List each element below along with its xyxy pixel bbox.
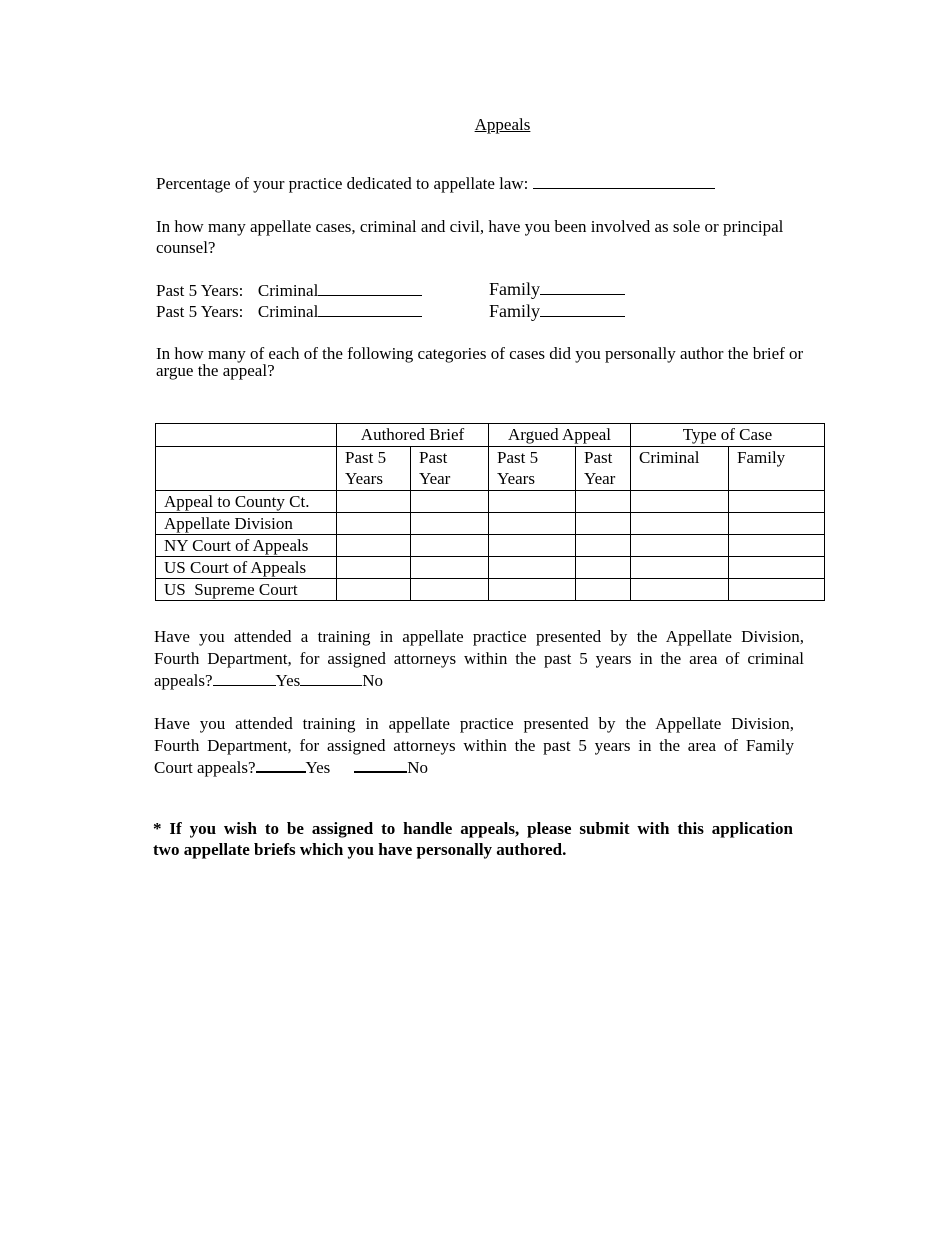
header-type-of-case: Type of Case	[631, 424, 825, 447]
table-row	[156, 491, 825, 513]
cases-question: In how many appellate cases, criminal and civil, have you been involved as sole or principal counsel?	[156, 217, 784, 257]
training-family-yes-label: Yes	[305, 758, 331, 777]
case-row-2-family-label: Family	[489, 301, 541, 321]
table-row	[156, 579, 825, 601]
case-row-1-family-blank[interactable]	[540, 280, 625, 295]
table-cell[interactable]	[631, 513, 729, 535]
case-row-2-family	[489, 301, 625, 322]
table-cell[interactable]	[576, 579, 631, 601]
training-family-question	[154, 713, 794, 779]
case-row-1-family	[489, 279, 625, 300]
row-label-county: Appeal to County Ct.	[156, 491, 337, 513]
training-criminal-line1: Have you attended a training in appellate practice presented by the Appellate Division,	[154, 627, 804, 646]
case-row-2	[156, 302, 422, 322]
table-cell[interactable]	[631, 491, 729, 513]
case-row-2-criminal-label: Criminal	[257, 302, 319, 321]
table-row	[156, 535, 825, 557]
subheader-argued-past-5-years	[489, 447, 576, 491]
case-row-1-criminal-label: Criminal	[257, 281, 319, 300]
table-cell[interactable]	[337, 491, 411, 513]
table-cell[interactable]	[576, 535, 631, 557]
table-subheader-empty	[156, 447, 337, 491]
case-row-1-family-label: Family	[489, 279, 541, 299]
table-cell[interactable]	[411, 579, 489, 601]
table-cell[interactable]	[337, 557, 411, 579]
table-cell[interactable]	[729, 535, 825, 557]
training-family-line2: Fourth Department, for assigned attorneys within the past 5 years in the area of Family	[154, 736, 794, 755]
case-row-1-period: Past 5 Years:	[156, 281, 244, 300]
table-cell[interactable]	[729, 557, 825, 579]
subheader-authored-past-year-line1: Past	[419, 448, 448, 467]
subheader-authored-past-5-line1: Past 5	[345, 448, 387, 467]
training-family-prefix: Court appeals?	[154, 758, 256, 777]
subheader-authored-past-5-line2: Years	[345, 469, 383, 488]
table-cell[interactable]	[337, 513, 411, 535]
training-family-no-blank[interactable]	[354, 757, 407, 773]
table-cell[interactable]	[729, 513, 825, 535]
submission-note-line1: * If you wish to be assigned to handle appeals, please submit with this application	[153, 819, 793, 838]
training-criminal-line2: Fourth Department, for assigned attorneys within the past 5 years in the area of criminal	[154, 649, 804, 668]
training-criminal-question	[154, 626, 804, 692]
table-row	[156, 513, 825, 535]
table-cell[interactable]	[631, 579, 729, 601]
subheader-criminal: Criminal	[631, 447, 729, 491]
table-cell[interactable]	[337, 535, 411, 557]
subheader-argued-past-year-line1: Past	[584, 448, 613, 467]
table-cell[interactable]	[576, 513, 631, 535]
training-criminal-no-blank[interactable]	[300, 671, 362, 686]
table-cell[interactable]	[729, 491, 825, 513]
table-cell[interactable]	[631, 535, 729, 557]
subheader-argued-past-year	[576, 447, 631, 491]
table-cell[interactable]	[576, 557, 631, 579]
table-cell[interactable]	[489, 535, 576, 557]
row-label-ny-court-of-appeals: NY Court of Appeals	[156, 535, 337, 557]
training-family-answer	[154, 758, 428, 777]
table-cell[interactable]	[337, 579, 411, 601]
subheader-argued-past-year-line2: Year	[584, 469, 616, 488]
header-argued-appeal: Argued Appeal	[489, 424, 631, 447]
appeals-table	[155, 423, 825, 601]
percentage-label: Percentage of your practice dedicated to appellate law:	[156, 174, 529, 193]
row-label-appellate-division: Appellate Division	[156, 513, 337, 535]
page-title: Appeals	[474, 115, 531, 134]
case-row-1-criminal-blank[interactable]	[318, 281, 422, 296]
table-cell[interactable]	[411, 535, 489, 557]
row-label-us-court-of-appeals: US Court of Appeals	[156, 557, 337, 579]
training-criminal-answer	[154, 671, 383, 690]
table-cell[interactable]	[489, 557, 576, 579]
table-row	[156, 557, 825, 579]
subheader-argued-past-5-line1: Past 5	[497, 448, 539, 467]
training-criminal-yes-label: Yes	[275, 671, 301, 690]
header-authored-brief: Authored Brief	[337, 424, 489, 447]
table-cell[interactable]	[411, 557, 489, 579]
subheader-authored-past-5-years	[337, 447, 411, 491]
categories-question: In how many of each of the following categories of cases did you personally author the brief or argue the appeal?	[156, 344, 804, 380]
table-cell[interactable]	[411, 513, 489, 535]
case-row-2-period: Past 5 Years:	[156, 302, 244, 321]
table-cell[interactable]	[489, 579, 576, 601]
table-cell[interactable]	[489, 513, 576, 535]
percentage-question	[156, 174, 715, 194]
table-cell[interactable]	[489, 491, 576, 513]
training-family-line1: Have you attended training in appellate practice presented by the Appellate Division,	[154, 714, 794, 733]
case-row-2-criminal-blank[interactable]	[318, 302, 422, 317]
table-cell[interactable]	[411, 491, 489, 513]
table-corner-cell	[156, 424, 337, 447]
subheader-authored-past-year-line2: Year	[419, 469, 451, 488]
table-cell[interactable]	[576, 491, 631, 513]
table-cell[interactable]	[631, 557, 729, 579]
training-criminal-yes-blank[interactable]	[213, 671, 276, 686]
case-row-1	[156, 281, 422, 301]
submission-note	[153, 818, 793, 860]
training-criminal-no-label: No	[362, 671, 384, 690]
training-criminal-prefix: appeals?	[154, 671, 213, 690]
percentage-blank[interactable]	[533, 174, 715, 189]
case-row-2-family-blank[interactable]	[540, 302, 625, 317]
subheader-authored-past-year	[411, 447, 489, 491]
subheader-family: Family	[729, 447, 825, 491]
table-cell[interactable]	[729, 579, 825, 601]
row-label-us-supreme-court: US Supreme Court	[156, 579, 337, 601]
training-family-yes-blank[interactable]	[256, 757, 306, 773]
training-family-no-label: No	[407, 758, 429, 777]
submission-note-line2: two appellate briefs which you have personally authored.	[153, 840, 567, 859]
subheader-argued-past-5-line2: Years	[497, 469, 535, 488]
